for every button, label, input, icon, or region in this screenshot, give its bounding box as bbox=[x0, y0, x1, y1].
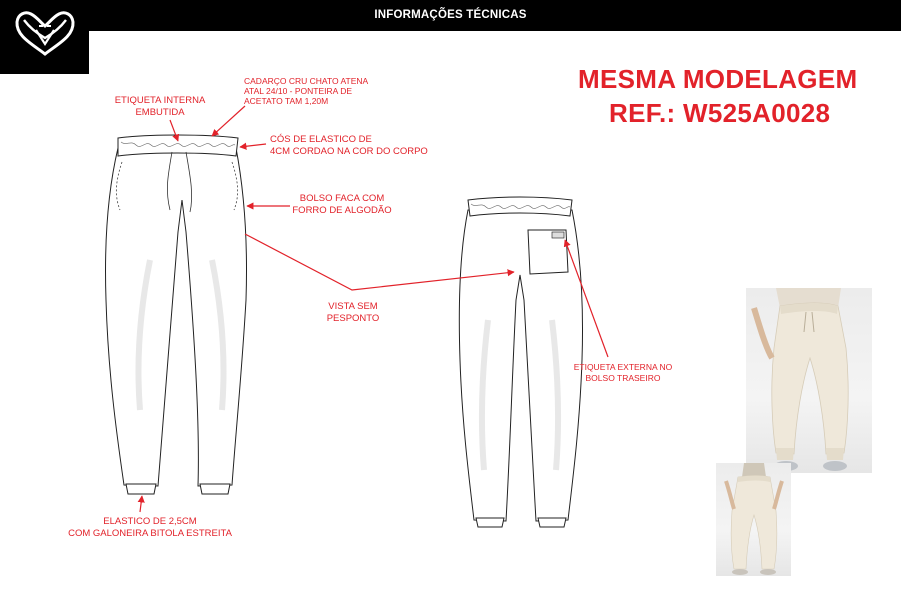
callout-pocket: BOLSO FACA COM FORRO DE ALGODÃO bbox=[292, 193, 392, 216]
callout-cuff: ELASTICO DE 2,5CM COM GALONEIRA BITOLA ESTREITA bbox=[68, 516, 232, 539]
back-waistband bbox=[468, 197, 572, 216]
front-view-sketch bbox=[106, 135, 247, 494]
callout-no-topstitch: VISTA SEM PESPONTO bbox=[326, 301, 380, 324]
leader-drawcord bbox=[212, 106, 245, 136]
callout-drawcord: CADARÇO CRU CHATO ATENA ATAL 24/10 - PONTEIRA DE ACETATO TAM 1,20M bbox=[244, 76, 369, 106]
page-title: INFORMAÇÕES TÉCNICAS bbox=[374, 9, 527, 21]
front-left-leg bbox=[106, 148, 247, 486]
model-wearing-pants-image bbox=[746, 288, 872, 473]
callout-inner-label: ETIQUETA INTERNA EMBUTIDA bbox=[114, 95, 206, 118]
headline-line-1: MESMA MODELAGEM bbox=[578, 64, 858, 94]
headline-line-2: REF.: W525A0028 bbox=[609, 98, 831, 128]
callout-waistband: CÓS DE ELASTICO DE 4CM CORDAO NA COR DO CORPO bbox=[270, 134, 428, 157]
product-photo-large bbox=[746, 288, 872, 473]
back-left-cuff bbox=[476, 518, 504, 527]
front-left-cuff bbox=[126, 484, 156, 494]
leader-waistband bbox=[240, 144, 266, 147]
back-right-cuff bbox=[538, 518, 566, 527]
front-waistband bbox=[118, 135, 238, 156]
front-right-cuff bbox=[200, 484, 230, 494]
model-front-image bbox=[716, 463, 791, 576]
back-view-sketch bbox=[459, 197, 582, 527]
leader-cuff bbox=[140, 496, 142, 512]
product-photo-small bbox=[716, 463, 791, 576]
external-label-patch bbox=[552, 232, 564, 238]
callout-external-label: ETIQUETA EXTERNA NO BOLSO TRASEIRO bbox=[573, 362, 673, 383]
